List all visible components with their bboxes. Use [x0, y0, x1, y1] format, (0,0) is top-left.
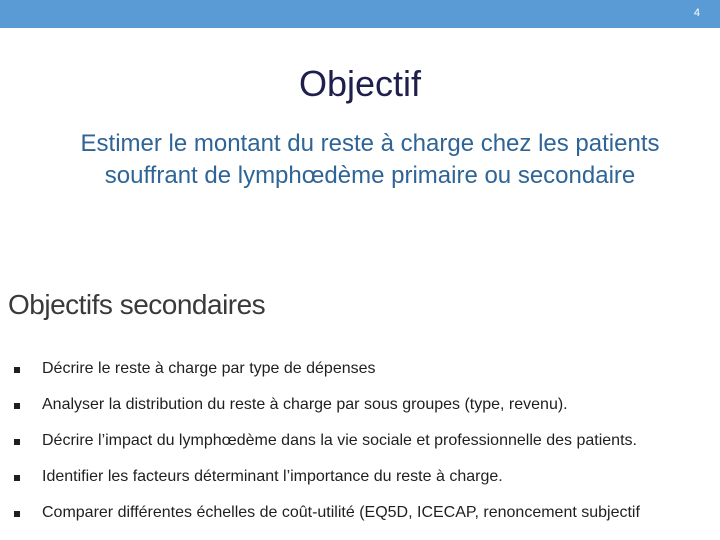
list-item [14, 496, 720, 530]
slide-title: Objectif [298, 63, 422, 104]
slide-number: 4 [693, 7, 700, 19]
list-item-text: Identifier les facteurs déterminant l’importance du reste à charge. [42, 468, 503, 485]
square-bullet-icon [14, 439, 20, 445]
list-item-text: Décrire le reste à charge par type de dépenses [42, 360, 376, 377]
slide-header-bar [0, 0, 720, 28]
list-item [14, 352, 720, 386]
list-item [14, 388, 720, 422]
list-item [14, 424, 720, 458]
main-objective-text: Estimer le montant du reste à charge chez les patients souffrant de lymphœdème primaire ou secondaire [80, 130, 660, 189]
list-item-text: Comparer différentes échelles de coût-utilité (EQ5D, ICECAP, renoncement subjectif [42, 504, 640, 521]
square-bullet-icon [14, 475, 20, 481]
secondary-objectives-heading: Objectifs secondaires [8, 289, 266, 320]
list-item-text: Décrire l’impact du lymphœdème dans la vie sociale et professionnelle des patients. [42, 432, 637, 449]
square-bullet-icon [14, 511, 20, 517]
square-bullet-icon [14, 367, 20, 373]
list-item [14, 460, 720, 494]
secondary-objectives-list [14, 352, 720, 532]
list-item-text: Analyser la distribution du reste à charge par sous groupes (type, revenu). [42, 396, 568, 413]
square-bullet-icon [14, 403, 20, 409]
